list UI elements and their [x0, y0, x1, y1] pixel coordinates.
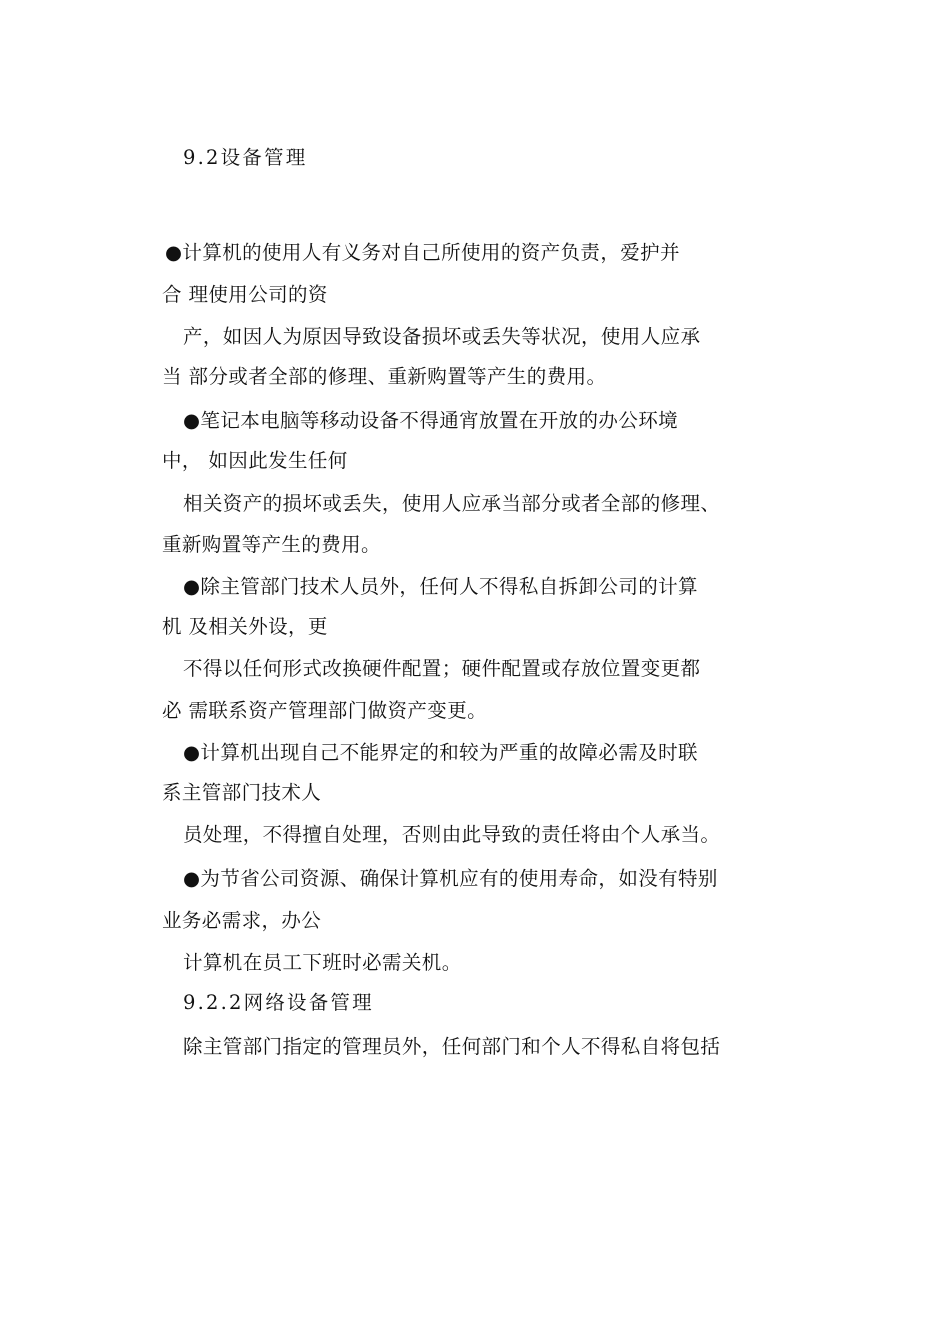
paragraph-3-line-3: 不得以任何形式改换硬件配置；硬件配置或存放位置变更都	[183, 657, 701, 680]
paragraph-4-line-2: 系主管部门技术人	[162, 781, 322, 804]
paragraph-1-line-4: 当 部分或者全部的修理、重新购置等产生的费用。	[162, 365, 607, 388]
paragraph-2-line-4: 重新购置等产生的费用。	[162, 533, 381, 556]
section-heading: 9.2设备管理	[183, 146, 308, 169]
paragraph-5-line-3: 计算机在员工下班时必需关机。	[183, 951, 462, 974]
paragraph-3-line-1: ●除主管部门技术人员外，任何人不得私自拆卸公司的计算	[183, 575, 698, 598]
paragraph-2-line-2: 中， 如因此发生任何	[162, 449, 348, 472]
paragraph-1-line-1: ●计算机的使用人有义务对自己所使用的资产负责，爱护并	[165, 241, 680, 264]
paragraph-1-line-3: 产，如因人为原因导致设备损坏或丢失等状况，使用人应承	[183, 325, 701, 348]
paragraph-2-line-3: 相关资产的损坏或丢失，使用人应承当部分或者全部的修理、	[183, 492, 721, 515]
paragraph-1-line-2: 合 理使用公司的资	[162, 283, 328, 306]
paragraph-4-line-1: ●计算机出现自己不能界定的和较为严重的故障必需及时联	[183, 741, 698, 764]
paragraph-5-line-1: ●为节省公司资源、确保计算机应有的使用寿命，如没有特别	[183, 867, 718, 890]
paragraph-4-line-3: 员处理，不得擅自处理，否则由此导致的责任将由个人承当。	[183, 823, 721, 846]
paragraph-3-line-2: 机 及相关外设，更	[162, 615, 328, 638]
paragraph-3-line-4: 必 需联系资产管理部门做资产变更。	[162, 699, 487, 722]
subsection-heading: 9.2.2网络设备管理	[183, 991, 374, 1014]
paragraph-2-line-1: ●笔记本电脑等移动设备不得通宵放置在开放的办公环境	[183, 409, 679, 432]
final-paragraph-line: 除主管部门指定的管理员外，任何部门和个人不得私自将包括	[183, 1035, 721, 1058]
paragraph-5-line-2: 业务必需求，办公	[162, 909, 322, 932]
